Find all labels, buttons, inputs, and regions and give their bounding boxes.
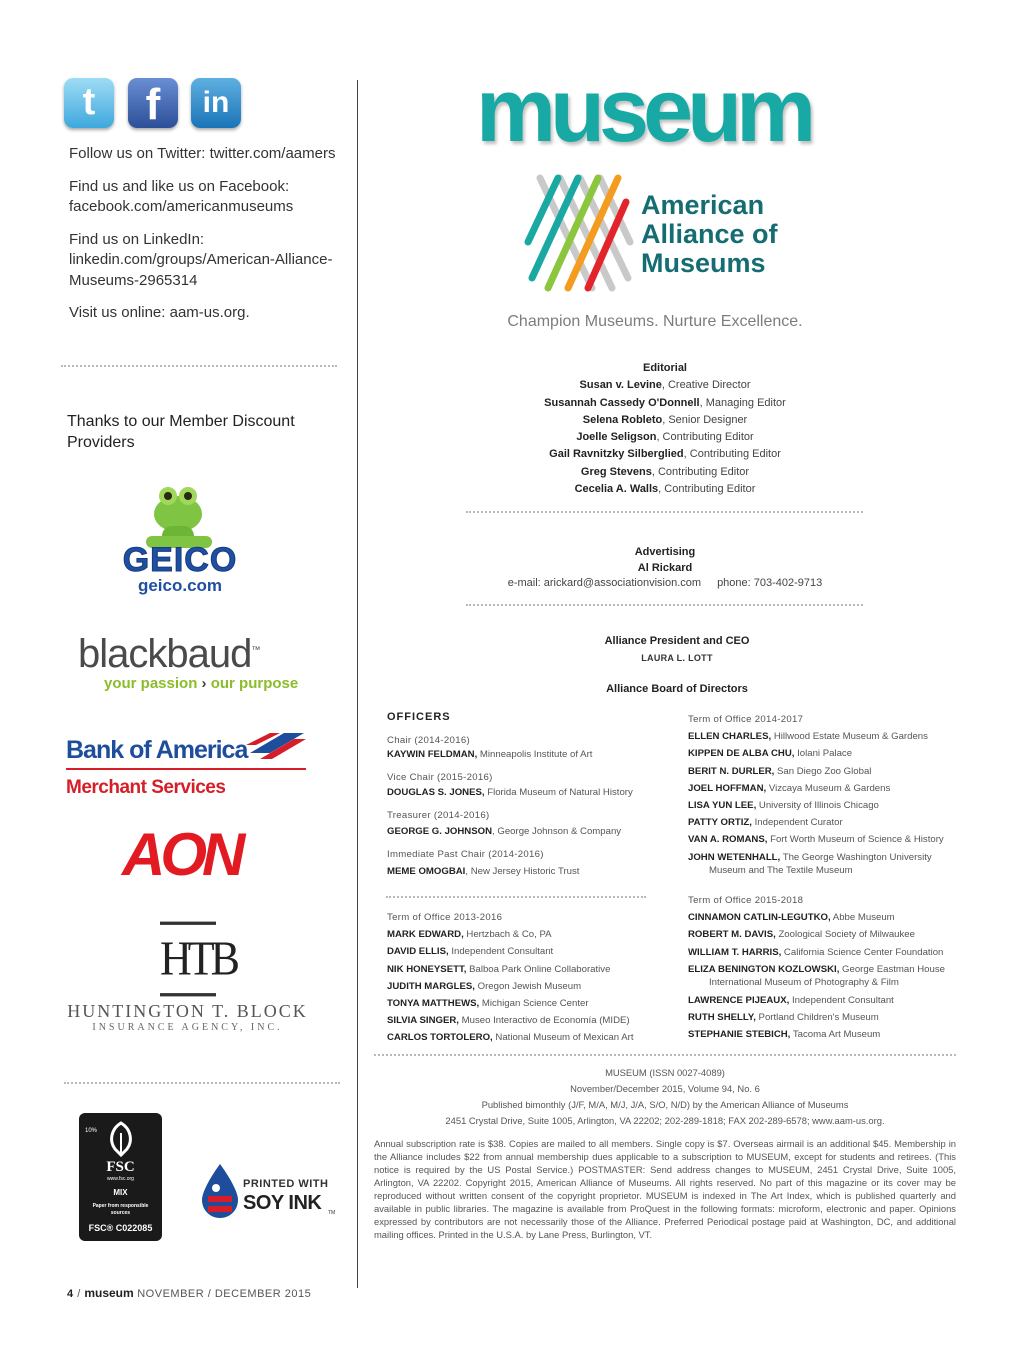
divider <box>64 1082 340 1084</box>
footer-magazine: museum <box>84 1286 134 1300</box>
president-heading: Alliance President and CEO <box>604 635 750 647</box>
blackbaud-tag-b: our purpose <box>210 675 299 692</box>
divider <box>374 1054 956 1056</box>
linkedin-icon[interactable] <box>191 78 241 128</box>
fsc-mix: MIX <box>113 1188 128 1197</box>
boa-merchant-services: Merchant Services <box>66 777 226 798</box>
issue-info: November/December 2015, Volume 94, No. 6 <box>570 1083 760 1094</box>
advertising-heading: Advertising <box>634 546 696 558</box>
fsc-wordmark: FSC <box>106 1159 135 1175</box>
blackbaud-tag-a: your passion <box>104 675 198 692</box>
staff-row: Joelle Seligson, Contributing Editor <box>576 431 754 444</box>
fsc-tree-icon <box>101 1119 141 1159</box>
museum-logo: museum <box>476 61 811 161</box>
fsc-percent: 10% <box>85 1128 98 1134</box>
issn: MUSEUM (ISSN 0027-4089) <box>605 1067 725 1078</box>
facebook-icon[interactable] <box>128 78 178 128</box>
board-heading-wrap <box>477 681 877 698</box>
aam-mark-icon <box>522 174 634 294</box>
boa-rule <box>66 768 306 770</box>
htb-mark: HTB <box>160 922 216 997</box>
website-link[interactable]: Visit us online: aam-us.org. <box>69 304 250 321</box>
divider <box>386 896 646 898</box>
aam-tagline: Champion Museums. Nurture Excellence. <box>507 313 803 330</box>
aam-line1: American <box>641 190 765 220</box>
social-icons <box>64 78 244 132</box>
advertising-phone: phone: 703-402-9713 <box>717 577 823 589</box>
geico-url: geico.com <box>137 576 223 595</box>
fsc-code: FSC® C022085 <box>88 1223 153 1233</box>
aam-line3: Museums <box>641 248 766 278</box>
sponsors-heading: Thanks to our Member Discount Providers <box>67 413 295 451</box>
staff-row: Susannah Cassedy O'Donnell, Managing Editor <box>544 396 786 409</box>
chevron-right-icon: › <box>201 675 207 692</box>
fine-print: Annual subscription rate is $38. Copies are mailed to all members. Single copy is $7. Overseas airmail is an additional $45. Membership in the Alliance includes $22 from annual membership dues applicable to a subscription to MUSEUM, except for students and retirees. (This notice is required by the US Postal Service.) POSTMASTER: Send address changes to MUSEUM, 2451 Crystal Drive, Suite 1005, Arlington, VA 22202. Copyright 2015, American Alliance of Museums. All rights reserved. No part of this magazine or its cover may be reproduced without written consent of the copyright proprietor. MUSEUM is indexed in The Art Index, which is published quarterly and available in public libraries. The magazine is available from ProQuest in the following formats: microform, electronic and paper. Opinions expressed by contributors are not necessarily those of the Alliance. Preferred Periodical postage paid at Washington, DC, and additional mailing offices. Printed in the U.S.A. by Lane Press, Burlington, VT. <box>374 1138 956 1240</box>
blackbaud-tagline <box>104 675 298 692</box>
facebook-link[interactable]: Find us and like us on Facebook: facebook.com/americanmuseums <box>69 177 294 215</box>
htb-name: HUNTINGTON T. BLOCK <box>67 1001 308 1021</box>
social-links <box>69 144 354 336</box>
blackbaud-wordmark: blackbaud <box>78 632 252 676</box>
boa-flag-icon <box>244 731 308 761</box>
footer-separator: / <box>77 1288 81 1300</box>
aam-wordmark <box>641 191 861 278</box>
publisher-info: Published bimonthly (J/F, M/A, M/J, J/A, S/O, N/D) by the American Alliance of Museums <box>481 1099 849 1110</box>
fsc-badge <box>79 1113 162 1241</box>
staff-row: Cecelia A. Walls, Contributing Editor <box>574 483 756 496</box>
divider <box>466 604 863 606</box>
officers-heading: OFFICERS <box>387 711 451 723</box>
twitter-link[interactable]: Follow us on Twitter: twitter.com/aamers <box>69 145 336 162</box>
facebook-icon-glyph: f <box>145 80 161 129</box>
twitter-icon-glyph: t <box>82 81 96 123</box>
geico-wordmark: GEICO <box>122 541 238 579</box>
aon-logo[interactable]: AON <box>122 821 241 888</box>
blackbaud-tm: ™ <box>251 644 260 655</box>
staff-row: Selena Robleto, Senior Designer <box>582 413 748 426</box>
boa-logo[interactable]: Bank of America <box>66 736 248 764</box>
advertising-section <box>465 545 865 592</box>
fsc-url: www.fsc.org <box>107 1176 134 1182</box>
page-footer <box>67 1286 311 1300</box>
twitter-icon[interactable] <box>64 78 114 128</box>
term-2013-list: Term of Office 2013-2016 MARK EDWARD, Hertzbach & Co, PA DAVID ELLIS, Independent Consultant NIK HONEYSETT, Balboa Park Online Collaborative JUDITH MARGLES, Oregon Jewish Museum TONYA MATTHEWS, Michigan Science Center SILVIA SINGER, Museo Interactivo de Economía (MIDE) CARLOS TORTOLERO, National Museum of Mexican Art <box>387 912 634 1044</box>
soy-drop-icon <box>198 1162 242 1220</box>
officers-list: Chair (2014-2016) KAYWIN FELDMAN, Minneapolis Institute of Art Vice Chair (2015-2016) DOUGLAS S. JONES, Florida Museum of Natural History Treasurer (2014-2016) GEORGE G. JOHNSON, George Johnson & Company Immediate Past Chair (2014-2016) MEME OMOGBAI, New Jersey Historic Trust <box>387 735 633 878</box>
staff-row: Susan v. Levine, Creative Director <box>579 379 751 392</box>
divider <box>466 511 863 513</box>
divider <box>61 365 337 367</box>
staff-row: Gail Ravnitzky Silberglied, Contributing Editor <box>549 448 781 461</box>
editorial-heading: Editorial <box>642 362 687 374</box>
soy-line2: SOY INK <box>243 1192 322 1214</box>
linkedin-icon-glyph: in <box>202 86 230 119</box>
blackbaud-logo[interactable] <box>78 632 259 677</box>
page-number: 4 <box>67 1288 74 1300</box>
term-2014-list: Term of Office 2014-2017 ELLEN CHARLES, Hillwood Estate Museum & Gardens KIPPEN DE ALBA CHU, Iolani Palace BERIT N. DURLER, San Diego Zoo Global JOEL HOFFMAN, Vizcaya Museum & Gardens LISA YUN LEE, University of Illinois Chicago PATTY ORTIZ, Independent Curator VAN A. ROMANS, Fort Worth Museum of Science & History JOHN WETENHALL, The George Washington University Museum and The Textile Museum <box>688 714 944 877</box>
term-2015-list: Term of Office 2015-2018 CINNAMON CATLIN-LEGUTKO, Abbe Museum ROBERT M. DAVIS, Zoological Society of Milwaukee WILLIAM T. HARRIS, California Science Center Foundation ELIZA BENINGTON KOZLOWSKI, George Eastman House International Museum of Photography & Film LAWRENCE PIJEAUX, Independent Consultant RUTH SHELLY, Portland Children's Museum STEPHANIE STEBICH, Tacoma Art Museum <box>688 895 945 1041</box>
editorial-section <box>465 360 865 498</box>
footer-issue: NOVEMBER / DECEMBER 2015 <box>137 1288 312 1300</box>
fsc-paper: Paper from responsible sources <box>92 1203 149 1216</box>
soy-line1: PRINTED WITH <box>243 1178 329 1190</box>
advertising-email[interactable]: e-mail: arickard@associationvision.com <box>507 577 702 589</box>
soy-tm: TM <box>328 1210 336 1216</box>
linkedin-link[interactable]: Find us on LinkedIn: linkedin.com/groups/American-Alliance-Museums-2965314 <box>69 230 333 289</box>
soy-ink-badge <box>198 1162 338 1222</box>
htb-sub: INSURANCE AGENCY, INC. <box>92 1022 283 1033</box>
staff-row: Greg Stevens, Contributing Editor <box>580 465 750 478</box>
publisher-address: 2451 Crystal Drive, Suite 1005, Arlington, VA 22202; 202-289-1818; FAX 202-289-6578; www.aam-us.org. <box>445 1115 885 1126</box>
htb-monogram-icon[interactable] <box>160 925 236 997</box>
president-name: LAURA L. LOTT <box>641 653 713 664</box>
president-section <box>477 633 877 668</box>
board-heading: Alliance Board of Directors <box>606 683 748 695</box>
aam-line2: Alliance of <box>641 219 778 249</box>
publication-info <box>374 1065 956 1129</box>
advertising-contact: Al Rickard <box>637 561 693 574</box>
column-divider <box>357 80 358 1288</box>
